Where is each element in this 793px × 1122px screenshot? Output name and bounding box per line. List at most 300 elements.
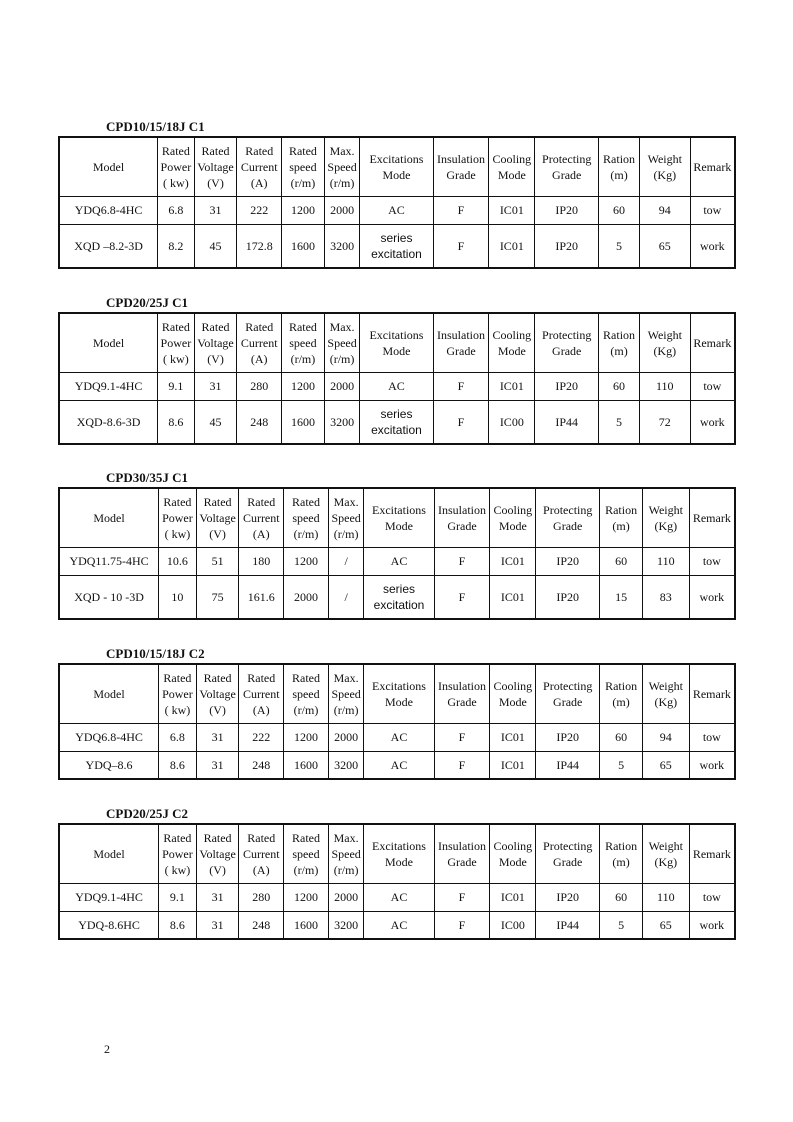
- header-line: Mode: [498, 518, 527, 533]
- header-line: Grade: [553, 518, 583, 533]
- table-cell: work: [689, 751, 735, 779]
- header-cell: Remark: [690, 137, 735, 196]
- header-line: Cooling: [492, 327, 532, 342]
- table-row: [59, 400, 735, 444]
- table-row: [59, 547, 735, 575]
- header-cell: [642, 488, 689, 547]
- section-title: CPD10/15/18J C2: [106, 646, 205, 661]
- table-cell: F: [434, 723, 490, 751]
- table-cell: YDQ6.8-4HC: [59, 723, 159, 751]
- table-cell: 31: [196, 723, 239, 751]
- header-line: speed: [289, 335, 317, 350]
- table-cell: series excitation: [360, 224, 433, 268]
- header-cell: [490, 824, 536, 883]
- header-line: Rated: [163, 670, 192, 685]
- table-cell: AC: [364, 883, 434, 911]
- header-cell: [159, 824, 197, 883]
- header-cell: [239, 664, 284, 723]
- header-line: (A): [252, 702, 270, 717]
- header-line: Rated: [201, 319, 230, 334]
- header-line: Weight: [648, 838, 683, 853]
- table-cell: 1600: [282, 224, 325, 268]
- header-line: Rated: [291, 670, 320, 685]
- table-cell: YDQ–8.6: [59, 751, 159, 779]
- header-line: Grade: [446, 167, 476, 182]
- table-cell: /: [328, 575, 364, 619]
- table-cell: tow: [689, 883, 735, 911]
- table-cell: AC: [360, 196, 433, 224]
- table-cell: tow: [690, 196, 735, 224]
- header-line: Rated: [163, 830, 192, 845]
- table-cell: 6.8: [158, 196, 195, 224]
- header-line: Rated: [288, 143, 317, 158]
- section-title: CPD20/25J C2: [106, 806, 188, 821]
- header-line: (m): [610, 343, 628, 358]
- section-title: CPD10/15/18J C1: [106, 119, 205, 134]
- header-line: (m): [610, 167, 628, 182]
- header-line: Cooling: [492, 151, 532, 166]
- header-line: (A): [250, 175, 268, 190]
- header-line: Max.: [329, 319, 355, 334]
- header-line: Voltage: [199, 846, 236, 861]
- header-line: Power: [162, 510, 193, 525]
- header-line: Grade: [552, 343, 582, 358]
- table-cell: 15: [600, 575, 643, 619]
- header-line: speed: [292, 846, 320, 861]
- header-line: Max.: [333, 494, 359, 509]
- header-line: Rated: [163, 494, 192, 509]
- table-cell: 3200: [328, 751, 364, 779]
- table-cell: 94: [642, 723, 689, 751]
- table-cell: 180: [239, 547, 284, 575]
- header-line: Rated: [288, 319, 317, 334]
- table-cell: YDQ11.75-4HC: [59, 547, 159, 575]
- header-line: Ration: [605, 502, 638, 517]
- table-cell: IP20: [536, 547, 600, 575]
- header-line: Insulation: [437, 151, 485, 166]
- header-line: ( kw): [163, 175, 189, 190]
- table-cell: 2000: [328, 883, 364, 911]
- table-cell: F: [433, 224, 489, 268]
- header-line: ( kw): [164, 702, 191, 717]
- table-cell: 1200: [284, 723, 329, 751]
- table-cell: 72: [639, 400, 690, 444]
- header-line: Excitations: [371, 502, 426, 517]
- table-cell: 3200: [328, 911, 364, 939]
- header-cell: [536, 664, 600, 723]
- table-cell: work: [689, 911, 735, 939]
- header-line: Voltage: [197, 335, 234, 350]
- header-line: (r/m): [290, 175, 316, 190]
- table-cell: 3200: [324, 400, 360, 444]
- table-cell: tow: [690, 372, 735, 400]
- table-cell: YDQ9.1-4HC: [59, 372, 158, 400]
- table-cell: 51: [196, 547, 239, 575]
- header-cell: [239, 488, 284, 547]
- table-cell: XQD-8.6-3D: [59, 400, 158, 444]
- table-cell: 222: [237, 196, 282, 224]
- table-cell: AC: [364, 751, 434, 779]
- header-line: (V): [209, 702, 226, 717]
- header-cell: [434, 488, 490, 547]
- header-line: Mode: [497, 167, 526, 182]
- header-cell: [600, 664, 643, 723]
- header-line: Rated: [203, 494, 232, 509]
- header-line: (r/m): [333, 702, 359, 717]
- table-cell: 248: [237, 400, 282, 444]
- header-line: Power: [160, 159, 192, 174]
- table-cell: 1200: [284, 547, 329, 575]
- table-cell: 172.8: [237, 224, 282, 268]
- header-line: Protecting: [542, 327, 592, 342]
- section-title: CPD20/25J C1: [106, 295, 188, 310]
- header-line: ( kw): [164, 862, 191, 877]
- header-cell: [364, 664, 434, 723]
- header-line: Protecting: [543, 838, 593, 853]
- header-line: Protecting: [543, 678, 593, 693]
- table-cell: 10: [159, 575, 197, 619]
- header-line: Mode: [498, 694, 527, 709]
- table-cell: F: [433, 372, 489, 400]
- table-cell: 1600: [282, 400, 325, 444]
- header-line: Grade: [447, 854, 477, 869]
- table-cell: 110: [639, 372, 690, 400]
- header-cell: [196, 488, 239, 547]
- header-line: Power: [162, 846, 193, 861]
- header-cell: [196, 664, 239, 723]
- header-row: [59, 824, 735, 883]
- header-cell: [535, 137, 599, 196]
- header-cell: [237, 137, 282, 196]
- header-line: speed: [292, 510, 320, 525]
- header-cell: [360, 137, 433, 196]
- table-row: [59, 911, 735, 939]
- header-line: Voltage: [199, 510, 236, 525]
- header-line: (V): [207, 351, 224, 366]
- header-row: [59, 664, 735, 723]
- table-cell: 9.1: [159, 883, 197, 911]
- header-line: Rated: [161, 319, 190, 334]
- header-cell: [328, 664, 364, 723]
- header-cell: [642, 664, 689, 723]
- table-cell: 5: [600, 911, 643, 939]
- header-line: Voltage: [199, 686, 236, 701]
- header-line: (V): [207, 175, 224, 190]
- table-cell: AC: [364, 911, 434, 939]
- header-line: Rated: [245, 143, 274, 158]
- header-cell: [364, 824, 434, 883]
- header-line: Max.: [333, 670, 359, 685]
- table-cell: YDQ-8.6HC: [59, 911, 159, 939]
- header-line: Rated: [291, 494, 320, 509]
- header-line: Cooling: [493, 502, 533, 517]
- header-line: (Kg): [654, 518, 678, 533]
- table-cell: IC01: [490, 883, 536, 911]
- table-cell: 45: [194, 224, 237, 268]
- header-line: Ration: [605, 838, 638, 853]
- header-line: Rated: [161, 143, 190, 158]
- header-line: (A): [252, 862, 270, 877]
- table-cell: 1600: [284, 911, 329, 939]
- table-cell: 8.6: [158, 400, 195, 444]
- header-line: Rated: [203, 830, 232, 845]
- header-cell: [159, 664, 197, 723]
- header-cell: [328, 824, 364, 883]
- table-cell: 9.1: [158, 372, 195, 400]
- header-line: Mode: [382, 167, 411, 182]
- header-cell: [434, 664, 490, 723]
- header-line: Grade: [553, 694, 583, 709]
- table-cell: 75: [196, 575, 239, 619]
- table-cell: 60: [600, 547, 643, 575]
- header-line: Mode: [384, 694, 413, 709]
- table-cell: 5: [600, 751, 643, 779]
- header-cell: [282, 137, 325, 196]
- header-cell: [158, 313, 195, 372]
- header-line: Mode: [384, 854, 413, 869]
- table-cell: 65: [642, 911, 689, 939]
- table-cell: series excitation: [360, 400, 433, 444]
- table-cell: work: [690, 400, 735, 444]
- header-line: Speed: [331, 686, 361, 701]
- header-line: speed: [289, 159, 317, 174]
- table-cell: XQD –8.2-3D: [59, 224, 158, 268]
- table-cell: F: [433, 196, 489, 224]
- header-cell: [490, 664, 536, 723]
- header-line: (r/m): [290, 351, 316, 366]
- header-cell: [364, 488, 434, 547]
- header-line: (r/m): [293, 702, 319, 717]
- table-cell: IP20: [536, 575, 600, 619]
- table-cell: XQD - 10 -3D: [59, 575, 159, 619]
- header-line: Cooling: [493, 838, 533, 853]
- header-line: Insulation: [438, 502, 487, 517]
- header-line: Excitations: [371, 678, 426, 693]
- table-cell: 60: [600, 723, 643, 751]
- header-line: Rated: [247, 494, 276, 509]
- header-row: [59, 488, 735, 547]
- header-cell: [489, 313, 535, 372]
- header-cell: [536, 488, 600, 547]
- header-line: Rated: [245, 319, 274, 334]
- header-row: [59, 313, 735, 372]
- header-cell: [490, 488, 536, 547]
- header-line: Current: [242, 846, 280, 861]
- header-line: Power: [160, 335, 192, 350]
- header-line: Rated: [247, 830, 276, 845]
- table-cell: 2000: [284, 575, 329, 619]
- table-cell: 65: [639, 224, 690, 268]
- header-line: Rated: [247, 670, 276, 685]
- table-cell: 8.6: [159, 751, 197, 779]
- header-cell: [535, 313, 599, 372]
- header-cell: [194, 313, 237, 372]
- table-cell: F: [434, 547, 490, 575]
- header-line: Current: [242, 510, 280, 525]
- table-cell: 2000: [328, 723, 364, 751]
- spec-table: [58, 136, 736, 269]
- table-cell: AC: [364, 723, 434, 751]
- header-cell: [324, 313, 360, 372]
- table-cell: 94: [639, 196, 690, 224]
- header-cell: [237, 313, 282, 372]
- table-cell: 161.6: [239, 575, 284, 619]
- header-line: Power: [162, 686, 193, 701]
- header-cell: [194, 137, 237, 196]
- header-line: (m): [612, 854, 630, 869]
- header-line: ( kw): [163, 351, 189, 366]
- header-cell: [328, 488, 364, 547]
- header-line: Grade: [553, 854, 583, 869]
- table-cell: 248: [239, 751, 284, 779]
- header-line: Insulation: [438, 838, 487, 853]
- table-cell: 31: [194, 372, 237, 400]
- header-line: Speed: [327, 159, 357, 174]
- header-cell: [639, 137, 690, 196]
- header-cell: [489, 137, 535, 196]
- header-line: Mode: [497, 343, 526, 358]
- table-cell: F: [434, 751, 490, 779]
- table-cell: IC01: [489, 372, 535, 400]
- table-cell: tow: [689, 547, 735, 575]
- header-cell: [282, 313, 325, 372]
- table-cell: IC01: [490, 547, 536, 575]
- header-cell: Model: [59, 313, 158, 372]
- header-line: Insulation: [437, 327, 485, 342]
- header-line: Rated: [203, 670, 232, 685]
- table-cell: IC01: [490, 751, 536, 779]
- header-cell: Remark: [689, 664, 735, 723]
- header-line: Mode: [382, 343, 411, 358]
- table-cell: 110: [642, 883, 689, 911]
- header-cell: [600, 824, 643, 883]
- table-cell: 8.6: [159, 911, 197, 939]
- table-cell: 8.2: [158, 224, 195, 268]
- table-cell: tow: [689, 723, 735, 751]
- table-cell: 31: [196, 751, 239, 779]
- table-cell: 31: [196, 883, 239, 911]
- table-cell: work: [689, 575, 735, 619]
- header-line: (Kg): [654, 854, 678, 869]
- table-cell: YDQ9.1-4HC: [59, 883, 159, 911]
- table-cell: work: [690, 224, 735, 268]
- table-cell: F: [433, 400, 489, 444]
- header-cell: [536, 824, 600, 883]
- table-cell: F: [434, 883, 490, 911]
- header-cell: Model: [59, 488, 159, 547]
- header-cell: Model: [59, 824, 159, 883]
- header-line: Rated: [201, 143, 230, 158]
- header-line: speed: [292, 686, 320, 701]
- table-cell: F: [434, 911, 490, 939]
- header-line: Insulation: [438, 678, 487, 693]
- table-cell: IC01: [490, 575, 536, 619]
- header-cell: [639, 313, 690, 372]
- table-cell: 31: [194, 196, 237, 224]
- table-row: [59, 751, 735, 779]
- header-line: Ration: [603, 327, 636, 342]
- spec-table: [58, 487, 736, 620]
- header-cell: [600, 488, 643, 547]
- table-cell: 6.8: [159, 723, 197, 751]
- header-row: [59, 137, 735, 196]
- header-cell: [158, 137, 195, 196]
- header-line: Weight: [648, 678, 683, 693]
- header-line: (Kg): [653, 343, 677, 358]
- header-line: (V): [209, 862, 226, 877]
- header-cell: [284, 824, 329, 883]
- table-cell: 1200: [282, 196, 325, 224]
- table-cell: /: [328, 547, 364, 575]
- table-cell: IC01: [489, 224, 535, 268]
- table-cell: IC01: [490, 723, 536, 751]
- table-cell: IP20: [535, 224, 599, 268]
- header-line: Speed: [327, 335, 357, 350]
- header-line: Speed: [331, 510, 361, 525]
- header-cell: [599, 137, 640, 196]
- table-cell: 280: [237, 372, 282, 400]
- table-cell: 10.6: [159, 547, 197, 575]
- header-line: Max.: [329, 143, 355, 158]
- header-line: Excitations: [371, 838, 426, 853]
- table-row: [59, 372, 735, 400]
- table-cell: AC: [360, 372, 433, 400]
- table-cell: IP20: [536, 723, 600, 751]
- header-line: Ration: [605, 678, 638, 693]
- header-cell: [434, 824, 490, 883]
- header-line: (A): [250, 351, 268, 366]
- header-cell: Model: [59, 664, 159, 723]
- table-cell: 222: [239, 723, 284, 751]
- table-cell: AC: [364, 547, 434, 575]
- section-title: CPD30/35J C1: [106, 470, 188, 485]
- table-cell: IC01: [489, 196, 535, 224]
- table-cell: series excitation: [364, 575, 434, 619]
- table-cell: 5: [599, 400, 640, 444]
- header-line: (Kg): [654, 694, 678, 709]
- header-cell: Remark: [689, 824, 735, 883]
- table-cell: 45: [194, 400, 237, 444]
- table-row: [59, 575, 735, 619]
- table-cell: 60: [599, 196, 640, 224]
- table-cell: 65: [642, 751, 689, 779]
- spec-table: [58, 663, 736, 780]
- table-cell: 83: [642, 575, 689, 619]
- header-line: Protecting: [542, 151, 592, 166]
- header-cell: Model: [59, 137, 158, 196]
- header-line: Grade: [552, 167, 582, 182]
- header-line: Weight: [647, 327, 682, 342]
- table-cell: 3200: [324, 224, 360, 268]
- header-cell: [196, 824, 239, 883]
- table-cell: IP20: [535, 196, 599, 224]
- table-cell: 1200: [284, 883, 329, 911]
- header-line: Cooling: [493, 678, 533, 693]
- header-line: Voltage: [197, 159, 234, 174]
- table-cell: 60: [600, 883, 643, 911]
- header-line: (V): [209, 526, 226, 541]
- table-row: [59, 224, 735, 268]
- header-line: Protecting: [543, 502, 593, 517]
- header-cell: [433, 137, 489, 196]
- table-cell: IC00: [489, 400, 535, 444]
- header-line: Mode: [384, 518, 413, 533]
- table-cell: IP44: [536, 751, 600, 779]
- header-line: Grade: [447, 518, 477, 533]
- table-row: [59, 723, 735, 751]
- header-line: Weight: [648, 502, 683, 517]
- header-line: Current: [242, 686, 280, 701]
